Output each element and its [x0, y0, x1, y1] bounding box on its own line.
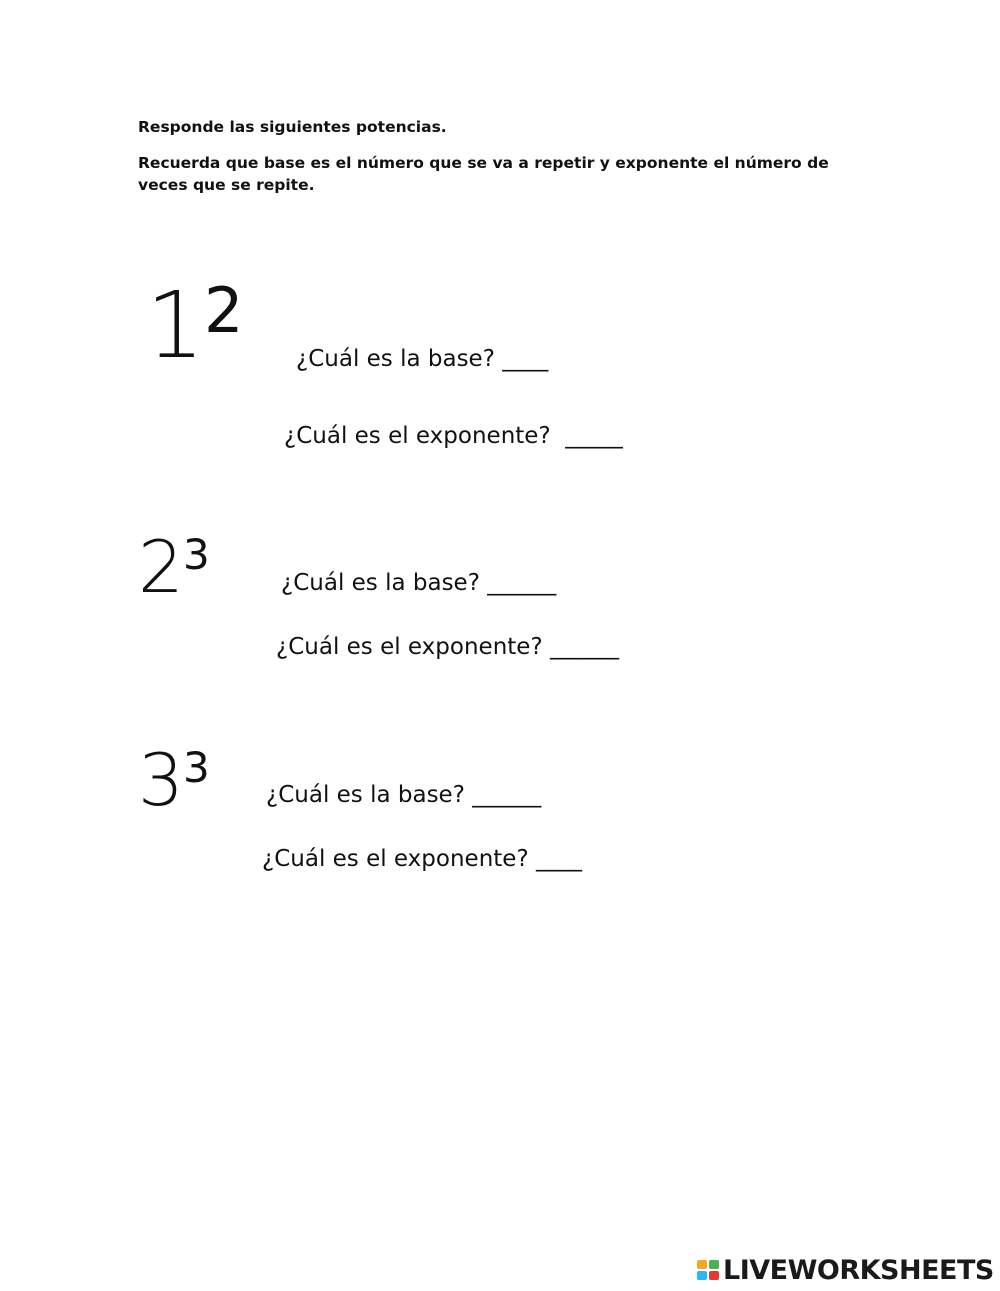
problem-2-base-question[interactable]: ¿Cuál es la base? ______: [281, 570, 557, 596]
problem-1-exponent: 2: [204, 274, 244, 347]
problem-3-exponent: 3: [183, 743, 210, 792]
problem-2-base: 2: [138, 525, 184, 609]
instructions: [138, 116, 858, 210]
instruction-line-1: Responde las siguientes potencias.: [138, 118, 447, 136]
liveworksheets-logo: [697, 1255, 994, 1285]
problem-1-base: 1: [146, 272, 205, 379]
problem-3-exponent-question[interactable]: ¿Cuál es el exponente? ____: [262, 846, 582, 872]
problem-3-base-question[interactable]: ¿Cuál es la base? ______: [266, 782, 542, 808]
liveworksheets-logo-icon: [697, 1260, 719, 1280]
instruction-line-2: Recuerda que base es el número que se va a repetir y exponente el número de veces que se repite.: [138, 154, 829, 194]
problem-1-exponent-question[interactable]: ¿Cuál es el exponente? _____: [284, 423, 623, 449]
problem-1-base-question[interactable]: ¿Cuál es la base? ____: [296, 346, 549, 372]
problem-2-exponent-question[interactable]: ¿Cuál es el exponente? ______: [276, 634, 619, 660]
problem-2-exponent: 3: [183, 530, 210, 579]
logo-text: LIVEWORKSHEETS: [723, 1254, 994, 1286]
problem-3-base: 3: [138, 738, 184, 822]
